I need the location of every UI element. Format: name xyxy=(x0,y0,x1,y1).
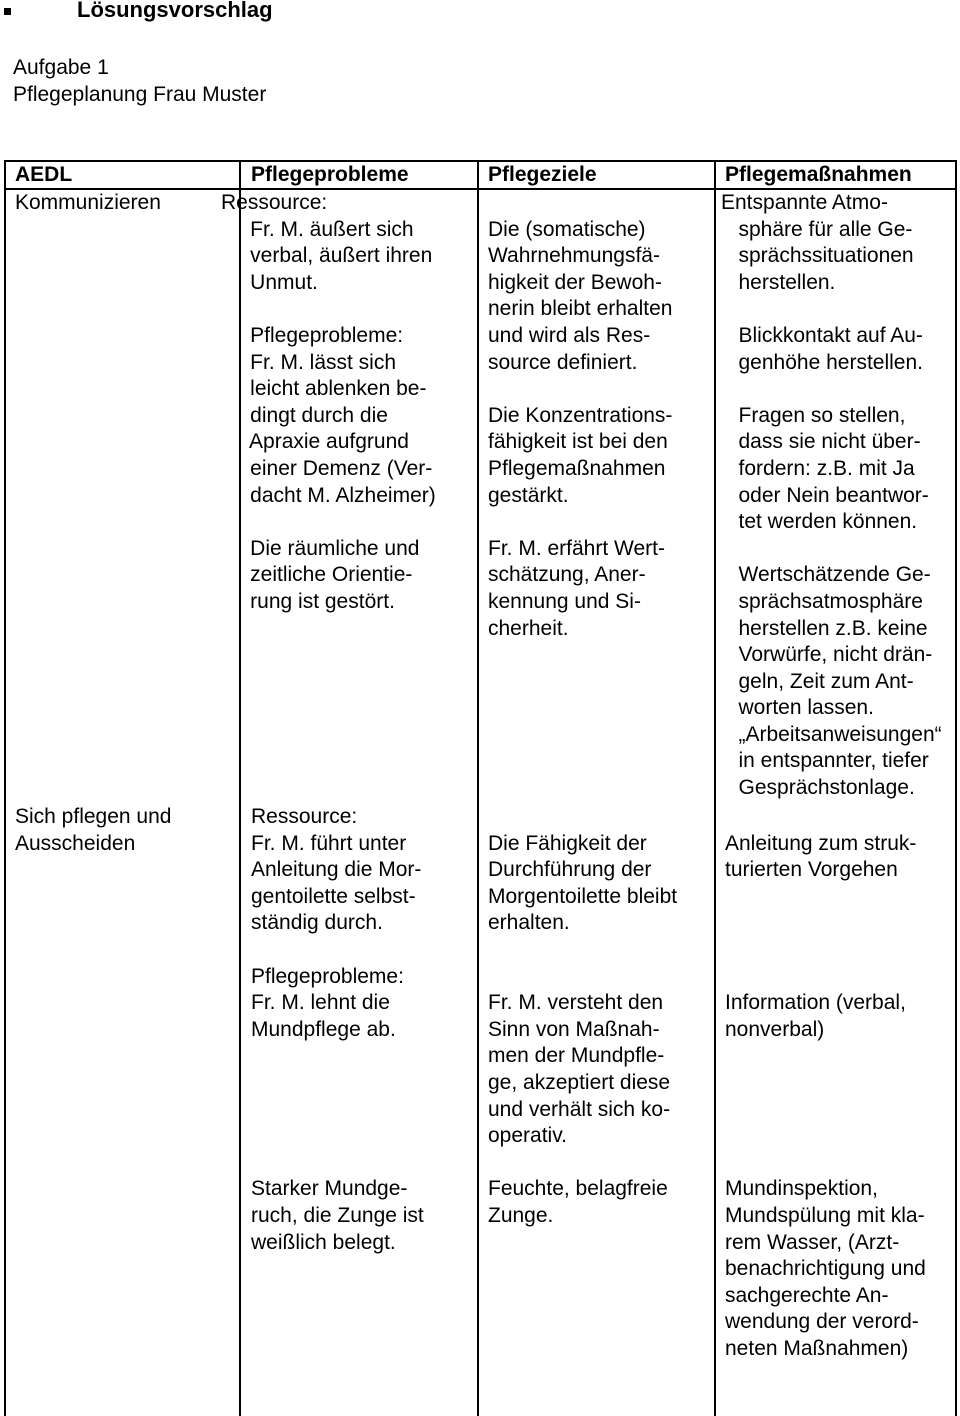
row1-pflegeziele: Die (somatische) Wahrnehmungsfä- higkeit der Bewoh- nerin bleibt erhalten und wird als Res- source definiert. Die Konzentrations- fähigkeit ist bei den Pflegemaßnahmen gestärkt. Fr. M. erfährt Wert- schätzung, Aner- kennung und Si- cherheit. xyxy=(488,217,673,640)
heading xyxy=(4,0,273,24)
row2-pflegeprobleme: Ressource: Fr. M. führt unter Anleitung die Mor- gentoilette selbst- ständig durch. Pflegeprobleme: Fr. M. lehnt die Mundpflege ab. Starker Mundge- ruch, die Zunge ist weißlich belegt. xyxy=(251,805,424,1254)
header-aedl: AEDL xyxy=(15,163,73,186)
row2-pflegeziele: Die Fähigkeit der Durchführung der Morgentoilette bleibt erhalten. Fr. M. versteht den Sinn von Maßnah- men der Mundpfle- ge, akzeptiert diese und verhält sich ko- operativ. Feuchte, belagfreie Zunge. xyxy=(488,831,678,1227)
row1-aedl: Kommunizieren xyxy=(15,191,161,214)
header-pflegeziele: Pflegeziele xyxy=(488,163,597,186)
row1-pflegemassnahmen: Entspannte Atmo- sphäre für alle Ge- sprächssituationen herstellen. Blickkontakt auf Au- genhöhe herstellen. Fragen so stellen, dass sie nicht über- fordern: z.B. mit Ja oder Nein beantwor- tet werden können. Wertschätzende Ge- sprächsatmosphäre herstellen z.B. keine Vorwürfe, nicht drän- geln, Zeit zum Ant- worten lassen. „Arbeitsanweisungen“ in entspannter, tiefer Gesprächstonlage. xyxy=(721,191,942,800)
row2-aedl: Sich pflegen und Ausscheiden xyxy=(15,805,172,855)
column-divider xyxy=(714,162,716,1416)
bullet-icon xyxy=(4,8,11,15)
header-pflegeprobleme: Pflegeprobleme xyxy=(251,163,409,186)
header-pflegemassnahmen: Pflegemaßnahmen xyxy=(725,163,912,186)
column-divider xyxy=(477,162,479,1416)
task-label: Aufgabe 1 xyxy=(13,56,109,79)
row2-pflegemassnahmen: Anleitung zum struk- turierten Vorgehen Information (verbal, nonverbal) Mundinspektion, Mundspülung mit kla- rem Wasser, (Arzt- benachrichtigung und sachgerechte An- wendung der verord- neten Maßnahmen) xyxy=(725,831,926,1360)
task-title: Pflegeplanung Frau Muster xyxy=(13,83,267,106)
heading-text: Lösungsvorschlag xyxy=(77,0,273,22)
row1-pflegeprobleme: Ressource: Fr. M. äußert sich verbal, äußert ihren Unmut. Pflegeprobleme: Fr. M. lässt sich leicht ablenken be- dingt durch die Apraxie aufgrund einer Demenz (Ver- dacht M. Alzheimer) Die räumliche und zeitliche Orientie- rung ist gestört. xyxy=(221,191,436,613)
intro xyxy=(13,54,266,108)
care-plan-table xyxy=(4,160,957,1416)
